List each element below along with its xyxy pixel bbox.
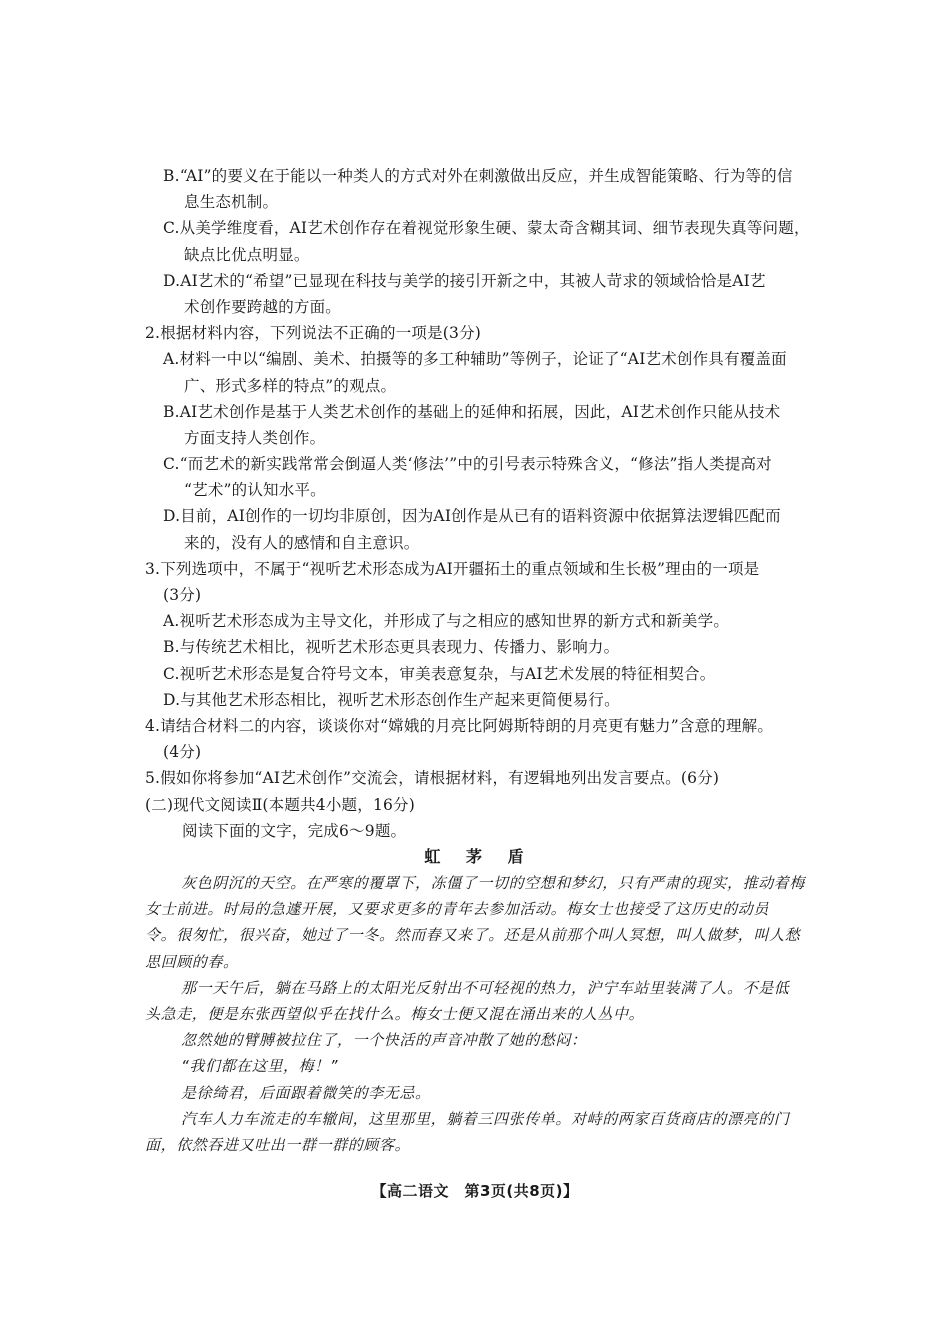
text-line: 来的，没有人的感情和自主意识。 — [184, 533, 420, 552]
text-line: 是徐绮君，后面跟着微笑的李无忌。 — [181, 1083, 431, 1102]
text-line: 思回顾的春。 — [145, 952, 239, 971]
text-line: 息生态机制。 — [184, 193, 279, 212]
text-line: C.视听艺术形态是复合符号文本，审美表意复杂，与AI艺术发展的特征相契合。 — [163, 664, 716, 683]
text-line: “艺术”的认知水平。 — [184, 481, 326, 500]
text-line: C.从美学维度看，AI艺术创作存在着视觉形象生硬、蒙太奇含糊其词、细节表现失真等问题， — [163, 219, 810, 238]
text-line: B.“AI”的要义在于能以一种类人的方式对外在刺激做出反应，并生成智能策略、行为等的信 — [163, 167, 793, 185]
text-line: B.AI艺术创作是基于人类艺术创作的基础上的延伸和拓展，因此，AI艺术创作只能从技术 — [163, 402, 781, 421]
text-line: 令。很匆忙，很兴奋，她过了一冬。然而春又来了。还是从前那个叫人冥想，叫人做梦，叫人愁 — [145, 926, 801, 945]
text-line: 忽然她的臂膊被拉住了，一个快活的声音冲散了她的愁闷： — [181, 1031, 587, 1050]
text-line: A.材料一中以“编剧、美术、拍摄等的多工种辅助”等例子，论证了“AI艺术创作具有覆盖面 — [163, 350, 787, 369]
text-line: (4分) — [163, 743, 202, 762]
text-line: (二)现代文阅读Ⅱ(本题共4小题，16分) — [145, 795, 416, 814]
text-line: 缺点比优点明显。 — [184, 245, 310, 264]
text-line: 头急走，便是东张西望似乎在找什么。梅女士便又混在涌出来的人丛中。 — [145, 1005, 645, 1023]
text-line: 4.请结合材料二的内容，谈谈你对“嫦娥的月亮比阿姆斯特朗的月亮更有魅力”含意的理解。 — [145, 716, 774, 735]
text-line: B.与传统艺术相比，视听艺术形态更具表现力、传播力、影响力。 — [163, 638, 620, 657]
text-line: 广、形式多样的特点”的观点。 — [184, 376, 397, 395]
text-line: A.视听艺术形态成为主导文化，并形成了与之相应的感知世界的新方式和新美学。 — [163, 612, 730, 631]
page-content — [145, 163, 813, 1158]
text-line: 2.根据材料内容，下列说法不正确的一项是(3分) — [145, 324, 482, 343]
text-line: 灰色阴沉的天空。在严寒的覆罩下，冻僵了一切的空想和梦幻，只有严肃的现实，推动着梅 — [181, 874, 806, 893]
text-line: D.与其他艺术形态相比，视听艺术形态创作生产起来更简便易行。 — [163, 690, 620, 709]
text-line: 那一天午后，躺在马路上的太阳光反射出不可轻视的热力，沪宁车站里装满了人。不是低 — [181, 978, 790, 997]
text-line: 3.下列选项中，不属于“视听艺术形态成为AI开疆拓土的重点领域和生长极”理由的一项是 — [145, 559, 760, 578]
text-line: (3分) — [163, 586, 202, 604]
text-line: C.“而艺术的新实践常常会倒逼人类‘修法’”中的引号表示特殊含义，“修法”指人类提高对 — [163, 455, 772, 474]
text-line: 虹 茅 盾 — [424, 846, 534, 866]
page-footer: 【高二语文 第3页(共8页)】 — [371, 1182, 579, 1200]
text-line: 5.假如你将参加“AI艺术创作”交流会，请根据材料，有逻辑地列出发言要点。(6分) — [145, 769, 720, 788]
text-line: 面，依然吞进又吐出一群一群的顾客。 — [145, 1135, 411, 1154]
text-line: 女士前进。时局的急遽开展，又要求更多的青年去参加活动。梅女士也接受了这历史的动员 — [145, 900, 770, 919]
text-line: 阅读下面的文字，完成6～9题。 — [182, 821, 407, 840]
text-line: D.目前，AI创作的一切均非原创，因为AI创作是从已有的语料资源中依据算法逻辑匹配而 — [163, 507, 781, 526]
text-line: 方面支持人类创作。 — [184, 428, 326, 447]
text-line: D.AI艺术的“希望”已显现在科技与美学的接引开新之中，其被人苛求的领域恰恰是AI艺 — [163, 271, 766, 290]
text-line: “我们都在这里，梅！” — [181, 1057, 339, 1076]
text-line: 术创作要跨越的方面。 — [184, 297, 342, 316]
text-line: 汽车人力车流走的车辙间，这里那里，躺着三四张传单。对峙的两家百货商店的漂亮的门 — [181, 1109, 790, 1128]
